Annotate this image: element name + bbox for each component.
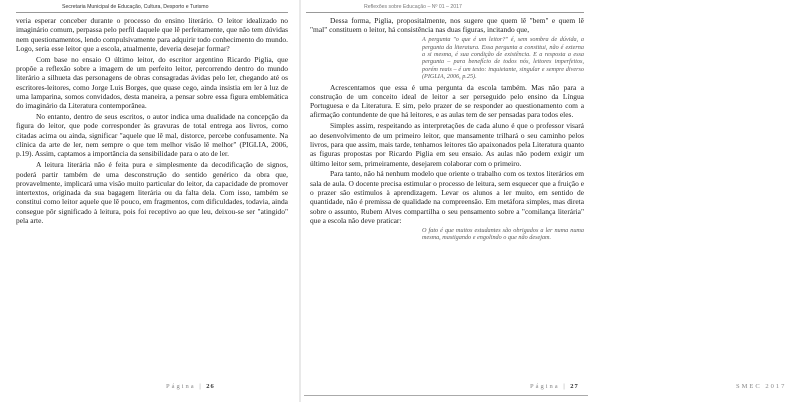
left-running-header: Secretaria Municipal de Educação, Cultura, Desporto e Turismo [62, 4, 209, 10]
left-paragraph-4: A leitura literária não é feita pura e simplesmente da decodificação de signos, poderá partir também de uma desconstrução do sentido genérico da obra que, provavelmente, implicará uma visão muito particular do leitor, da capacidade de promover intertextos, originada da sua bagagem literária ou da falta dela. Com isso, também se constitui como leitor aquele que lê pouco, em fragmentos, com dificuldades, todavia, ainda consegue pôr significado à leitura, pois foi receptivo ao que leu, deixou-se ser "atingido" pela arte. [16, 160, 288, 226]
block-quote-alves: O fato é que muitos estudantes são obrigados a ler numa numa mesma, mastigando e engolindo o que não desejam. [422, 226, 584, 242]
block-quote-piglia: A pergunta "o que é um leitor?" é, sem sombra de dúvida, a pergunta da literatura. Essa pergunta a constitui, não é externa a si mesma, é sua condição de existência. E a resposta a essa pergunta – para benefício de todos nós, leitores imperfeitos, porém reais – é um texto: inquietante, singular e sempre diverso (PIGLIA, 2006, p.25). [422, 36, 584, 81]
left-body-text [16, 16, 288, 225]
right-paragraph-2: Acrescentamos que essa é uma pergunta da escola também. Mas não para a construção de um conceito ideal de leitor a ser perseguido pelo ensino da Língua Portuguesa e da Literatura. E sim, pelo prazer de se responder ao questionamento com a afirmação contundente de que há leitores, e as aulas tem de ser pensadas para todos eles. [310, 82, 584, 120]
left-footer-separator: | [199, 383, 203, 390]
right-page [300, 0, 786, 402]
right-paragraph-1: Dessa forma, Piglia, propositalmente, nos sugere que quem lê "bem" e quem lê "mal" constituem o leitor, há consistência nas duas figuras, incitando que, [310, 16, 584, 35]
left-page [0, 0, 300, 402]
right-footer-label: Página [530, 383, 560, 390]
left-paragraph-3: No entanto, dentro de seus escritos, o autor indica uma dualidade na concepção da figura do leitor, que pode corresponder às gravuras de total entrega aos livros, como citadas acima ou ainda, significar "aquele que lê mal, distorce, percebe confusamente. Na clínica da arte de ler, nem sempre o que tem melhor visão lê melhor" (PIGLIA, 2006, p.19). Assim, captamos a importância da sensibilidade para o ato de ler. [16, 112, 288, 159]
left-page-number: 26 [206, 383, 215, 390]
right-page-number: 27 [570, 383, 579, 390]
right-running-header: Reflexões sobre Educação – Nº 01 – 2017 [364, 4, 462, 10]
right-page-footer [530, 383, 786, 390]
left-header-rule [16, 12, 288, 13]
right-footer-separator: | [563, 383, 567, 390]
right-footer-rule [304, 395, 588, 396]
left-paragraph-1: veria esperar conceber durante o processo do ensino literário. O leitor idealizado no imaginário comum, perpassa pelo perfil daquele que lê perfeitamente, que não tem dúvidas nem questionamentos, lendo compulsivamente para adquirir todo conhecimento do mundo. Logo, seria esse leitor que a escola, atualmente, deveria desejar formar? [16, 16, 288, 53]
left-paragraph-2: Com base no ensaio O último leitor, do escritor argentino Ricardo Piglia, que propõe a reflexão sobre a imagem de um perfeito leitor, percorrendo dentro do mundo literário a silhueta das personagens de obras consagradas ávidas pelo ler, chegando até os escritores-leitores, como Jorge Luis Borges, que quase cego, ainda insistia em ler à luz de uma lamparina, somos convidados, desta maneira, a pensar sobre essa figura emblemática do imaginário da Literatura contemporânea. [16, 54, 288, 111]
left-footer-label: Página [166, 383, 196, 390]
left-page-footer [166, 383, 215, 390]
right-paragraph-4: Para tanto, não há nenhum modelo que oriente o trabalho com os textos literários em sala de aula. O docente precisa estimular o processo de leitura, sem esquecer que a fruição e o prazer são estímulos à aprendizagem. Levar os alunos a ler muito, em sentido de quantidade, não é premissa de qualidade na compreensão. Em metáfora simples, mas direta sobre o assunto, Rubem Alves compartilha o seu pensamento sobre a "comilança literária" que a escola não deve praticar: [310, 169, 584, 225]
right-header-rule [306, 12, 584, 13]
right-paragraph-3: Simples assim, respeitando as interpretações de cada aluno é que o professor visará ao desenvolvimento de um primeiro leitor, que mansamente trilhará o seu caminho pelos livros, para que assim, mais tarde, tenhamos leitores tão apaixonados pela Literatura quanto as figuras propostas por Ricardo Piglia em seu ensaio. As aulas não podem exigir um último leitor sem, primeiramente, desejarem colaborar com o primeiro. [310, 121, 584, 168]
footer-brand: SMEC 2017 [736, 383, 786, 390]
right-body-text [310, 16, 584, 243]
